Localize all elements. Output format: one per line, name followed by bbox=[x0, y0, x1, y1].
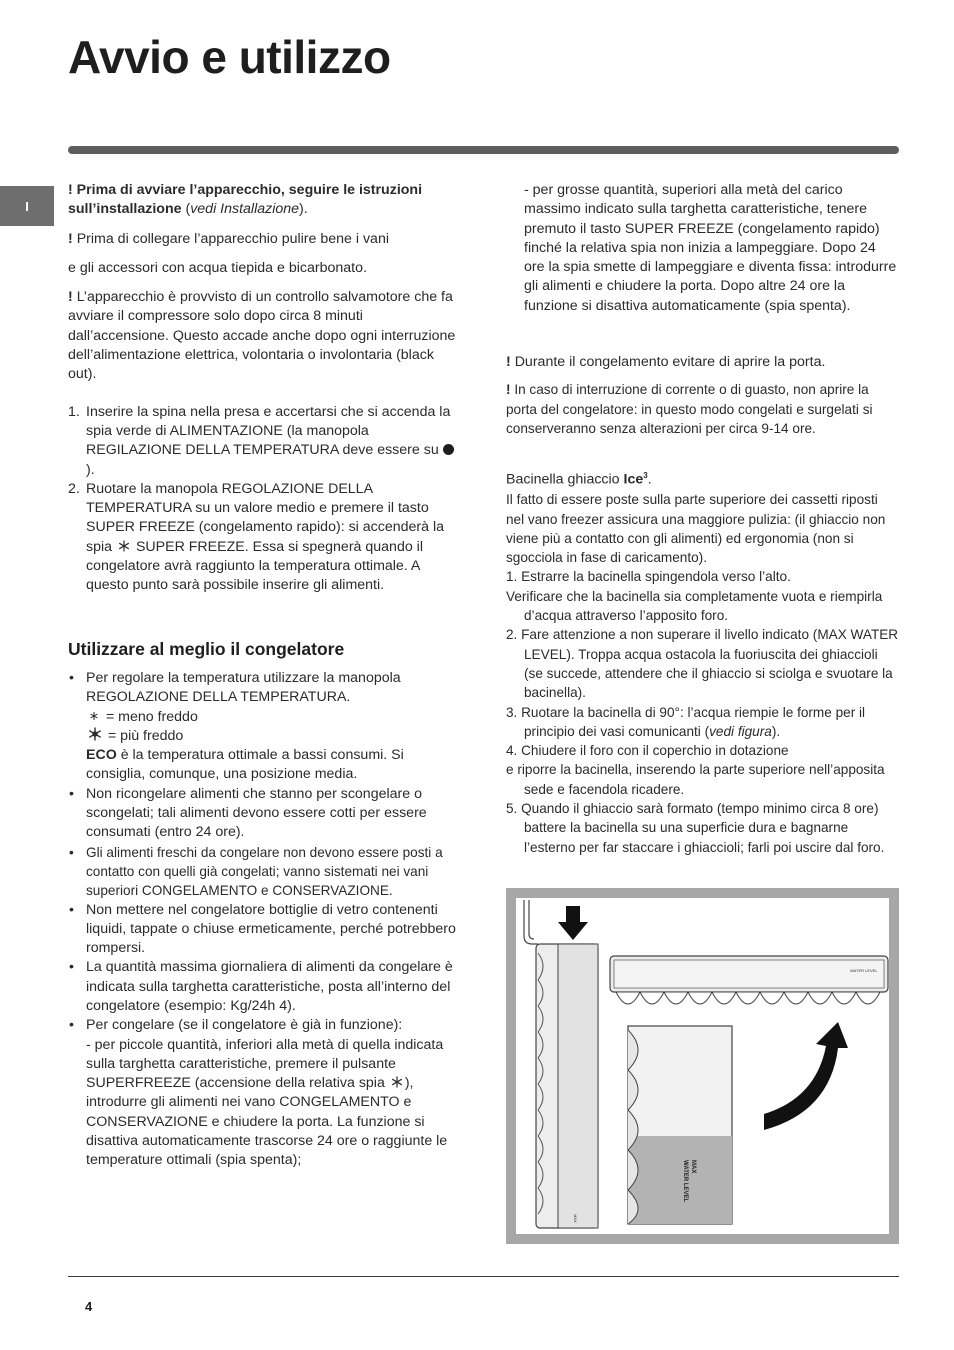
warning-door: ! Durante il congelamento evitare di aprire la porta. bbox=[506, 354, 826, 371]
page-title: Avvio e utilizzo bbox=[68, 31, 391, 83]
list-item: • Non ricongelare alimenti che stanno per scongelare o scongelati; tali alimenti devono essere cotti per essere consumati (entro 24 ore). bbox=[68, 785, 462, 843]
tray-hook-inner bbox=[529, 900, 534, 939]
vertical-tray-panel bbox=[558, 944, 598, 1228]
large-quantity-text: - per grosse quantità, superiori alla metà del carico massimo indicato sulla targhetta caratteristiche, tenere premuto il tasto SUPER FREEZE (congelamento rapido) finché la relativa spia non inizia a lampeggiare. Dopo 24 ore la spia smette di lampeggiare e diventa fissa: introdurre gli alimenti e chiudere la porta. Dopo altre 24 ore la funzione si disattiva automaticamente (spia spenta). bbox=[524, 182, 897, 314]
install-warning: ! Prima di avviare l’apparecchio, seguire le istruzioni sull’installazione (vedi Installazione). bbox=[68, 182, 423, 218]
clean-warning: ! Prima di collegare l’apparecchio pulire bene i vani bbox=[68, 230, 389, 247]
right-column bbox=[506, 181, 899, 857]
list-item: • Per congelare (se il congelatore è già in funzione): - per piccole quantità, inferiori alla metà di quella indicata sulla targhetta caratteristiche, premere il pulsante SUPERFREEZE (accensione della relativa spia ), introdurre gli alimenti nei vano CONGELAMENTO e CONSERVAZIONE e chiudere la porta. La funzione si disattiva automaticamente trascorse 24 ore o raggiunte le temperature ottimali (spia spenta); bbox=[68, 1016, 462, 1170]
ice-tray-intro: Il fatto di essere poste sulla parte superiore dei cassetti riposti nel vano freezer assicura una maggiore pulizia: (il ghiaccio non viene più a contatto con gli alimenti) ed ergonomia (non si sgocciola in fase di caricamento). bbox=[506, 492, 886, 566]
rotate-arrow-icon bbox=[764, 1022, 848, 1130]
motor-warning: ! L’apparecchio è provvisto di un controllo salvamotore che fa avviare il compressore solo dopo circa 8 minuti dall’accensione. Questo accade anche dopo ogni interruzione dell’alimentazione elettrica, volontaria o involontaria (black out). bbox=[68, 289, 456, 383]
ice-step-1b: Verificare che la bacinella sia completamente vuota e riempirla d’acqua attraverso l’apposito foro. bbox=[506, 588, 883, 624]
horizontal-cells bbox=[616, 992, 880, 1004]
page-number: 4 bbox=[85, 1299, 93, 1314]
eco-label: ECO bbox=[86, 747, 117, 764]
list-item: • Non mettere nel congelatore bottiglie di vetro contenenti liquidi, tappate o chiuse ermeticamente, perché potrebbero rompersi. bbox=[68, 901, 462, 959]
list-item: 1. Inserire la spina nella presa e accertarsi che si accenda la spia verde di ALIMENTAZIONE (la manopola REGILAZIONE DELLA TEMPERATURA deve essere su ). bbox=[68, 403, 462, 480]
list-item: 2. Ruotare la manopola REGOLAZIONE DELLA TEMPERATURA su un valore medio e premere il tasto SUPER FREEZE (congelamento rapido): si accenderà la spia SUPER FREEZE. Essa si spegnerà quando il congelatore avrà raggiunto la temperatura ottimale. A questo punto sarà possibile inserire gli alimenti. bbox=[68, 480, 444, 594]
down-arrow-icon bbox=[558, 906, 588, 940]
ice-tray-figure bbox=[506, 888, 899, 1244]
ice-step-5: 5. Quando il ghiaccio sarà formato (tempo minimo circa 8 ore) battere la bacinella su una superficie dura e bagnarne l’esterno per far staccare i ghiaccioli; farli poi uscire dal foro. bbox=[506, 801, 885, 855]
clean-warning-cont: e gli accessori con acqua tiepida e bicarbonato. bbox=[68, 259, 367, 276]
max-water-label: MAX bbox=[690, 1160, 696, 1174]
startup-steps bbox=[68, 403, 462, 596]
clean-warning-text: Prima di collegare l’apparecchio pulire bene i vani bbox=[76, 230, 389, 247]
ice-step-4: 4. Chiudere il foro con il coperchio in dotazione bbox=[506, 743, 789, 759]
section-heading: Utilizzare al meglio il congelatore bbox=[68, 638, 345, 659]
figure-canvas bbox=[516, 898, 889, 1234]
list-item: • Gli alimenti freschi da congelare non devono essere posti a contatto con quelli già congelati; vanno sistemati nei vani superiori CONGELAMENTO e CONSERVAZIONE. bbox=[68, 843, 462, 901]
freezer-tips-list bbox=[68, 669, 462, 1171]
ice-step-4b: e riporre la bacinella, inserendo la parte superiore nell’apposita sede e facendola ricadere. bbox=[506, 762, 885, 797]
snowflake-small-icon bbox=[88, 710, 100, 722]
install-warning-link: vedi Installazione bbox=[190, 201, 300, 218]
filled-dot-icon bbox=[443, 444, 454, 455]
water-level-label: WATER LEVEL bbox=[682, 1160, 688, 1203]
tray-hook bbox=[524, 900, 538, 944]
horizontal-tray-label: WATER LEVEL bbox=[850, 968, 878, 973]
snowflake-icon bbox=[118, 540, 130, 552]
list-item: • La quantità massima giornaliera di alimenti da congelare è indicata sulla targhetta caratteristiche, posta all’interno del congelatore (esempio: Kg/24h 4). bbox=[68, 958, 462, 1016]
ice-step-1: 1. Estrarre la bacinella spingendola verso l’alto. bbox=[506, 569, 791, 585]
title-divider bbox=[68, 146, 899, 154]
ice-tray-illustration bbox=[516, 898, 889, 1234]
snowflake-large-icon bbox=[88, 727, 102, 741]
left-column bbox=[68, 181, 462, 1171]
warning-power: ! In caso di interruzione di corrente o di guasto, non aprire la porta del congelatore: in questo modo congelati e surgelati si conserveranno senza alterazioni per circa 9-14 ore. bbox=[506, 382, 873, 436]
horizontal-tray-panel bbox=[614, 960, 884, 988]
install-warning-bold: ! Prima di avviare l’apparecchio, seguire le istruzioni sull’installazione bbox=[68, 182, 423, 218]
language-tab: I bbox=[0, 186, 54, 226]
footer-divider bbox=[68, 1276, 899, 1277]
water-fill bbox=[628, 1136, 732, 1224]
ice-tray-heading: Bacinella ghiaccio Ice$^3$. bbox=[506, 471, 652, 488]
motor-warning-text: L’apparecchio è provvisto di un controllo salvamotore che fa avviare il compressore solo dopo circa 8 minuti dall’accensione. Questo accade anche dopo ogni interruzione dell’alimentazione elettrica, volontaria o involontaria (black out). bbox=[68, 289, 456, 383]
ice-step-3: 3. Ruotare la bacinella di 90°: l’acqua riempie le forme per il principio dei vasi comunicanti (vedi figura). bbox=[506, 704, 866, 739]
snowflake-icon bbox=[391, 1076, 403, 1088]
vertical-tray-label: MAX bbox=[573, 1214, 578, 1223]
ice-step-2: 2. Fare attenzione a non superare il livello indicato (MAX WATER LEVEL). Troppa acqua ostacola la fuoriuscita dei ghiaccioli (se succede, attendere che il ghiaccio si sciolga e svuotare la bacinella). bbox=[506, 627, 899, 701]
list-item: • Per regolare la temperatura utilizzare la manopola REGOLAZIONE DELLA TEMPERATURA. = meno freddo = più freddo ECO è la temperatura ottimale a bassi consumi. Si consiglia, comunque, una posizione media. bbox=[68, 669, 462, 785]
